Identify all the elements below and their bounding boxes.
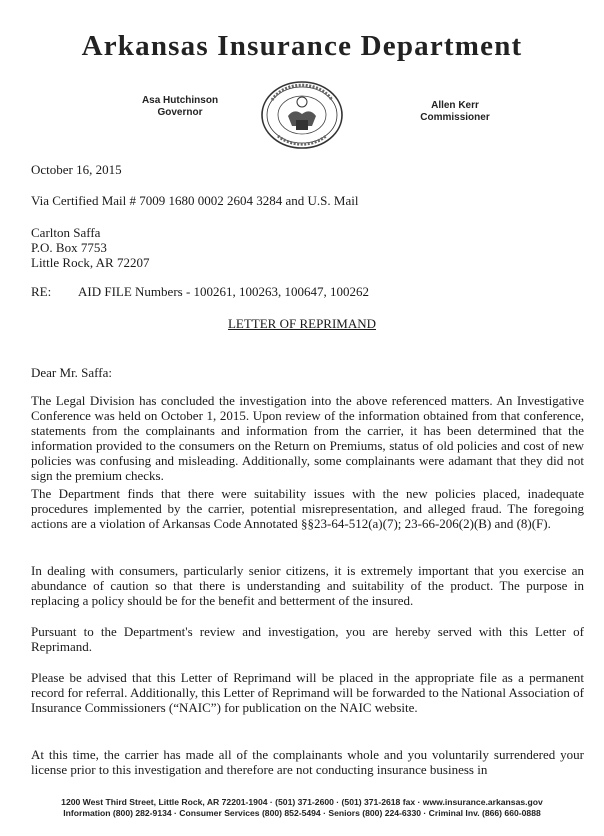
- letter-date: October 16, 2015: [31, 162, 122, 177]
- commissioner-name: Allen Kerr: [431, 100, 479, 111]
- commissioner-block: [390, 100, 520, 124]
- recipient-address: [31, 225, 149, 270]
- re-label: RE:: [31, 284, 52, 299]
- body-paragraph: Pursuant to the Department's review and investigation, you are hereby served with this Letter of Reprimand.: [31, 624, 584, 654]
- governor-name: Asa Hutchinson: [141, 95, 219, 106]
- footer-phones: Information (800) 282-9134 · Consumer Services (800) 852-5494 · Seniors (800) 224-6330 · Criminal Inv. (866) 660-0888: [63, 808, 541, 818]
- body-paragraph: Please be advised that this Letter of Reprimand will be placed in the appropriate file as a permanent record for referral. Additionally, this Letter of Reprimand will be forwarded to the National Association of Insurance Commissioners (“NAIC”) for publication on the NAIC website.: [31, 670, 584, 715]
- re-text: AID FILE Numbers - 100261, 100263, 100647, 100262: [78, 284, 370, 299]
- body-paragraph: At this time, the carrier has made all of the complainants whole and you voluntarily surrendered your license prior to this investigation and therefore are not conducting insurance business in: [31, 747, 584, 777]
- state-seal-icon: [258, 80, 346, 150]
- recipient-name: Carlton Saffa: [31, 225, 101, 240]
- salutation: Dear Mr. Saffa:: [31, 365, 112, 380]
- subject-wrap: [0, 316, 604, 331]
- letterhead-footer: [0, 797, 604, 819]
- commissioner-title: Commissioner: [420, 112, 490, 123]
- footer-address: 1200 West Third Street, Little Rock, AR 72201-1904 · (501) 371-2600 · (501) 371-2618 fax · www.insurance.arkansas.gov: [61, 797, 543, 807]
- governor-title: Governor: [157, 107, 203, 118]
- governor-block: [110, 95, 250, 119]
- recipient-city: Little Rock, AR 72207: [31, 255, 150, 270]
- letter-subject: LETTER OF REPRIMAND: [227, 316, 377, 331]
- body-paragraph: The Department finds that there were suitability issues with the new policies placed, inadequate procedures implemented by the carrier, potential misrepresentation, and alleged fraud. The foregoing actions are a violation of Arkansas Code Annotated §§23-64-512(a)(7); 23-66-206(2)(B) and (8)(F).: [31, 486, 584, 531]
- delivery-method: Via Certified Mail # 7009 1680 0002 2604 3284 and U.S. Mail: [31, 193, 359, 208]
- body-paragraph: The Legal Division has concluded the investigation into the above referenced matters. An Investigative Conference was held on October 1, 2015. Upon review of the information obtained from that conference, statements from the complainants and information from the carrier, it has been determined that the information provided to the consumers on the Return on Premiums, status of old policies and cost of new policies was confusing and misleading. Additionally, some complainants were adamant that they did not sign the premium checks.: [31, 393, 584, 483]
- letterhead-title: Arkansas Insurance Department: [81, 30, 523, 62]
- body-paragraph: In dealing with consumers, particularly senior citizens, it is extremely important that you exercise an abundance of caution so that there is understanding and suitability of the product. The purpose in replacing a policy should be for the benefit and betterment of the insured.: [31, 563, 584, 608]
- recipient-street: P.O. Box 7753: [31, 240, 107, 255]
